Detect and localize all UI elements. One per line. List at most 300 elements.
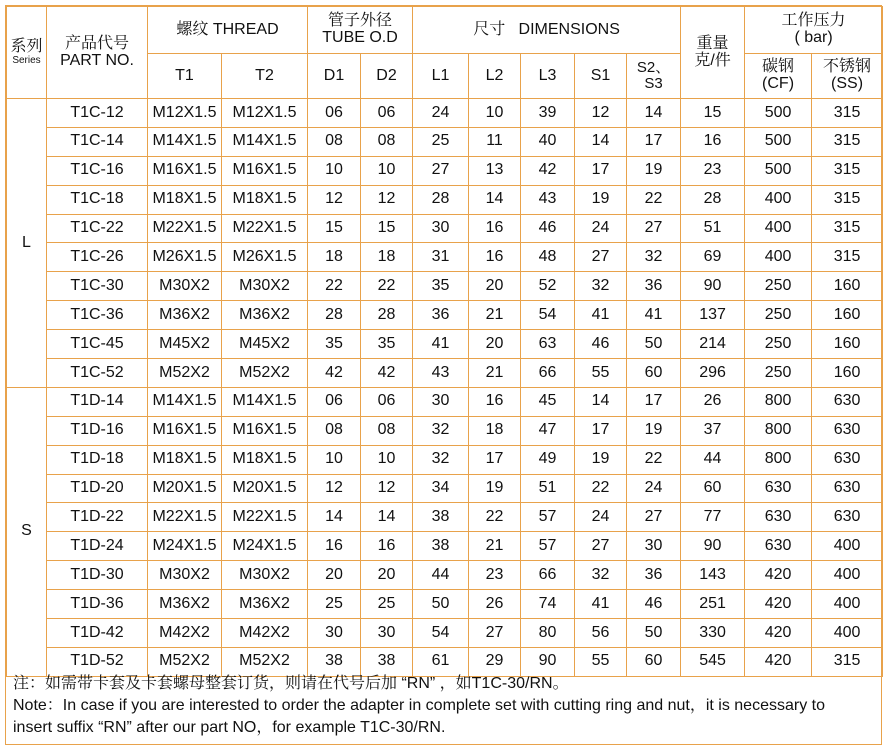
col-stainless-steel	[812, 54, 883, 99]
table-cell: M42X2	[222, 619, 308, 648]
table-cell: 12	[575, 99, 627, 128]
table-row	[7, 127, 883, 156]
table-row	[7, 185, 883, 214]
table-cell: 250	[745, 359, 812, 388]
table-cell: 500	[745, 99, 812, 128]
table-cell: M36X2	[148, 301, 222, 330]
table-cell: 28	[681, 185, 745, 214]
col-s2-label: S2、	[636, 59, 671, 77]
table-cell: 14	[575, 387, 627, 416]
tube-od-header-cn: 管子外径	[328, 12, 393, 30]
pressure-header-l2: ( bar)	[794, 29, 833, 46]
table-cell: 25	[413, 127, 469, 156]
table-cell: 42	[521, 156, 575, 185]
table-cell: 16	[469, 387, 521, 416]
table-cell: T1C-22	[47, 214, 148, 243]
table-cell: 36	[627, 561, 681, 590]
table-cell: 55	[575, 647, 627, 676]
table-cell: 630	[745, 474, 812, 503]
table-cell: 61	[413, 647, 469, 676]
table-row	[7, 474, 883, 503]
table-cell: 16	[681, 127, 745, 156]
table-cell: 19	[627, 416, 681, 445]
table-cell: M52X2	[222, 359, 308, 388]
table-cell: 38	[413, 532, 469, 561]
table-cell: M24X1.5	[148, 532, 222, 561]
table-cell: 08	[308, 127, 361, 156]
table-cell: M18X1.5	[148, 445, 222, 474]
table-cell: 630	[812, 387, 883, 416]
table-row	[7, 359, 883, 388]
table-cell: 14	[308, 503, 361, 532]
table-cell: 49	[521, 445, 575, 474]
table-cell: 22	[361, 272, 413, 301]
table-cell: T1C-30	[47, 272, 148, 301]
table-cell: 315	[812, 127, 883, 156]
table-cell: 50	[627, 330, 681, 359]
table-cell: 38	[413, 503, 469, 532]
footnote-en-line2: insert suffix “RN” after our part NO，for example T1C-30/RN.	[13, 719, 446, 736]
table-cell: 23	[469, 561, 521, 590]
table-cell: 315	[812, 647, 883, 676]
table-cell: 25	[361, 590, 413, 619]
table-cell: 42	[308, 359, 361, 388]
spec-sheet	[5, 5, 882, 745]
col-s2-s3	[627, 54, 681, 99]
table-cell: M14X1.5	[148, 387, 222, 416]
table-cell: 46	[521, 214, 575, 243]
table-cell: M18X1.5	[222, 445, 308, 474]
table-cell: 27	[413, 156, 469, 185]
table-cell: M52X2	[148, 647, 222, 676]
series-header-cn: 系列	[10, 37, 43, 55]
table-cell: 16	[308, 532, 361, 561]
col-stainless-steel-cn: 不锈钢	[823, 58, 872, 76]
table-cell: 41	[413, 330, 469, 359]
table-cell: 30	[361, 619, 413, 648]
table-cell: 420	[745, 590, 812, 619]
table-cell: 17	[575, 156, 627, 185]
table-cell: 17	[469, 445, 521, 474]
table-cell: 32	[627, 243, 681, 272]
col-carbon-steel-en: (CF)	[762, 75, 795, 92]
table-cell: 250	[745, 301, 812, 330]
table-cell: T1C-26	[47, 243, 148, 272]
table-cell: 630	[745, 532, 812, 561]
table-cell: 06	[308, 99, 361, 128]
table-cell: 315	[812, 243, 883, 272]
table-cell: 14	[627, 99, 681, 128]
table-cell: 16	[469, 243, 521, 272]
table-cell: 77	[681, 503, 745, 532]
table-cell: 32	[413, 416, 469, 445]
table-cell: M45X2	[222, 330, 308, 359]
table-cell: M36X2	[148, 590, 222, 619]
table-cell: 20	[469, 272, 521, 301]
col-s1: S1	[575, 54, 627, 99]
table-cell: M18X1.5	[148, 185, 222, 214]
table-cell: M52X2	[222, 647, 308, 676]
table-cell: 24	[413, 99, 469, 128]
col-carbon-steel	[745, 54, 812, 99]
table-cell: 38	[361, 647, 413, 676]
table-cell: 160	[812, 330, 883, 359]
col-l3: L3	[521, 54, 575, 99]
table-cell: T1C-16	[47, 156, 148, 185]
table-cell: 66	[521, 561, 575, 590]
table-cell: 56	[575, 619, 627, 648]
table-cell: M22X1.5	[148, 214, 222, 243]
table-cell: 54	[521, 301, 575, 330]
table-cell: 31	[413, 243, 469, 272]
table-cell: 30	[413, 214, 469, 243]
table-cell: 17	[627, 387, 681, 416]
table-cell: 46	[627, 590, 681, 619]
table-cell: T1C-14	[47, 127, 148, 156]
table-cell: 250	[745, 330, 812, 359]
table-cell: M14X1.5	[222, 127, 308, 156]
table-cell: 315	[812, 185, 883, 214]
table-cell: 315	[812, 156, 883, 185]
table-cell: T1D-42	[47, 619, 148, 648]
table-cell: 06	[361, 99, 413, 128]
table-row	[7, 561, 883, 590]
table-cell: M30X2	[222, 272, 308, 301]
table-cell: 51	[521, 474, 575, 503]
table-cell: 30	[413, 387, 469, 416]
table-cell: 250	[745, 272, 812, 301]
tube-od-header	[308, 7, 413, 54]
table-cell: 50	[627, 619, 681, 648]
table-cell: 19	[469, 474, 521, 503]
table-row	[7, 156, 883, 185]
table-cell: 90	[681, 532, 745, 561]
table-cell: T1C-36	[47, 301, 148, 330]
spec-table	[6, 6, 883, 677]
table-cell: 44	[413, 561, 469, 590]
footnote-cn: 注：如需带卡套及卡套螺母整套订货，则请在代号后加 “RN” ，如T1C-30/RN。	[13, 675, 569, 692]
table-cell: 21	[469, 532, 521, 561]
table-cell: 63	[521, 330, 575, 359]
table-cell: 57	[521, 532, 575, 561]
table-cell: 23	[681, 156, 745, 185]
table-cell: 214	[681, 330, 745, 359]
table-cell: 27	[575, 243, 627, 272]
table-cell: T1D-36	[47, 590, 148, 619]
table-cell: M16X1.5	[222, 156, 308, 185]
table-cell: 16	[361, 532, 413, 561]
table-cell: 10	[361, 156, 413, 185]
table-cell: T1D-16	[47, 416, 148, 445]
table-cell: 420	[745, 561, 812, 590]
table-cell: 14	[361, 503, 413, 532]
table-cell: 28	[413, 185, 469, 214]
weight-header-l1: 重量	[696, 34, 729, 52]
table-cell: 500	[745, 156, 812, 185]
table-cell: 39	[521, 99, 575, 128]
col-l2: L2	[469, 54, 521, 99]
table-cell: 400	[812, 619, 883, 648]
table-cell: 11	[469, 127, 521, 156]
table-row	[7, 416, 883, 445]
table-cell: 10	[469, 99, 521, 128]
table-cell: 90	[521, 647, 575, 676]
table-row	[7, 590, 883, 619]
table-cell: 42	[361, 359, 413, 388]
table-cell: 08	[361, 416, 413, 445]
table-cell: 35	[308, 330, 361, 359]
table-cell: M22X1.5	[222, 214, 308, 243]
table-cell: 137	[681, 301, 745, 330]
table-cell: 24	[575, 503, 627, 532]
table-cell: 54	[413, 619, 469, 648]
table-cell: 27	[627, 214, 681, 243]
table-cell: 545	[681, 647, 745, 676]
table-cell: 22	[627, 445, 681, 474]
header-row-1	[7, 7, 883, 54]
table-cell: 25	[308, 590, 361, 619]
table-cell: M22X1.5	[222, 503, 308, 532]
table-cell: 400	[812, 561, 883, 590]
table-row	[7, 445, 883, 474]
table-cell: 69	[681, 243, 745, 272]
table-cell: M20X1.5	[148, 474, 222, 503]
table-cell: 630	[745, 503, 812, 532]
table-cell: 32	[575, 561, 627, 590]
part-no-header-cn: 产品代号	[64, 34, 129, 52]
table-cell: 43	[521, 185, 575, 214]
table-cell: 21	[469, 359, 521, 388]
table-cell: T1D-30	[47, 561, 148, 590]
table-cell: 36	[627, 272, 681, 301]
table-cell: M12X1.5	[148, 99, 222, 128]
table-cell: 20	[308, 561, 361, 590]
table-cell: 24	[627, 474, 681, 503]
table-cell: M22X1.5	[148, 503, 222, 532]
table-cell: 66	[521, 359, 575, 388]
col-carbon-steel-cn: 碳钢	[762, 58, 795, 76]
table-cell: M42X2	[148, 619, 222, 648]
table-cell: 06	[361, 387, 413, 416]
table-cell: 28	[361, 301, 413, 330]
table-cell: 18	[469, 416, 521, 445]
table-cell: 800	[745, 416, 812, 445]
table-cell: 28	[308, 301, 361, 330]
table-cell: 500	[745, 127, 812, 156]
table-cell: 10	[361, 445, 413, 474]
table-cell: 55	[575, 359, 627, 388]
table-cell: 36	[413, 301, 469, 330]
table-cell: 08	[308, 416, 361, 445]
table-row	[7, 503, 883, 532]
table-cell: 160	[812, 301, 883, 330]
table-cell: 160	[812, 272, 883, 301]
table-cell: 27	[627, 503, 681, 532]
table-cell: M36X2	[222, 301, 308, 330]
table-cell: 420	[745, 647, 812, 676]
table-cell: 800	[745, 387, 812, 416]
table-cell: 51	[681, 214, 745, 243]
tube-od-header-en: TUBE O.D	[322, 29, 398, 46]
table-cell: 630	[812, 416, 883, 445]
table-cell: 48	[521, 243, 575, 272]
footnote-en-line1: Note：In case if you are interested to order the adapter in complete set with cutting ring and nut，it is necessary to	[13, 697, 825, 714]
table-cell: 45	[521, 387, 575, 416]
table-cell: T1D-18	[47, 445, 148, 474]
table-cell: M24X1.5	[222, 532, 308, 561]
table-cell: 22	[575, 474, 627, 503]
table-cell: 251	[681, 590, 745, 619]
table-cell: 32	[413, 445, 469, 474]
table-cell: 22	[627, 185, 681, 214]
table-cell: 27	[575, 532, 627, 561]
table-cell: M18X1.5	[222, 185, 308, 214]
table-cell: T1C-12	[47, 99, 148, 128]
table-row	[7, 272, 883, 301]
table-cell: 41	[575, 301, 627, 330]
table-cell: M16X1.5	[148, 156, 222, 185]
table-cell: M26X1.5	[222, 243, 308, 272]
table-cell: 800	[745, 445, 812, 474]
table-cell: M16X1.5	[148, 416, 222, 445]
table-cell: 18	[308, 243, 361, 272]
table-cell: 20	[361, 561, 413, 590]
table-cell: 22	[469, 503, 521, 532]
table-row	[7, 619, 883, 648]
table-cell: 35	[361, 330, 413, 359]
weight-header	[681, 7, 745, 99]
table-cell: 17	[575, 416, 627, 445]
table-cell: 60	[627, 647, 681, 676]
table-cell: 400	[745, 214, 812, 243]
table-row	[7, 301, 883, 330]
table-cell: 30	[627, 532, 681, 561]
table-cell: 14	[575, 127, 627, 156]
table-cell: 06	[308, 387, 361, 416]
table-cell: M30X2	[222, 561, 308, 590]
table-cell: 13	[469, 156, 521, 185]
table-row	[7, 647, 883, 676]
table-cell: 32	[575, 272, 627, 301]
table-cell: 34	[413, 474, 469, 503]
table-cell: 57	[521, 503, 575, 532]
table-cell: 15	[361, 214, 413, 243]
table-cell: M14X1.5	[222, 387, 308, 416]
table-cell: 43	[413, 359, 469, 388]
table-cell: 12	[308, 474, 361, 503]
table-cell: 47	[521, 416, 575, 445]
table-cell: 41	[627, 301, 681, 330]
table-cell: 143	[681, 561, 745, 590]
table-cell: 08	[361, 127, 413, 156]
table-row	[7, 330, 883, 359]
table-cell: M30X2	[148, 272, 222, 301]
table-cell: 74	[521, 590, 575, 619]
table-cell: M36X2	[222, 590, 308, 619]
table-cell: T1C-45	[47, 330, 148, 359]
table-cell: 50	[413, 590, 469, 619]
table-cell: T1C-52	[47, 359, 148, 388]
table-cell: 15	[681, 99, 745, 128]
table-cell: T1D-22	[47, 503, 148, 532]
table-cell: 30	[308, 619, 361, 648]
table-cell: T1D-14	[47, 387, 148, 416]
table-cell: 630	[812, 445, 883, 474]
series-cell: S	[7, 387, 47, 676]
part-no-header	[47, 7, 148, 99]
table-cell: 10	[308, 156, 361, 185]
pressure-header	[745, 7, 883, 54]
table-cell: M52X2	[148, 359, 222, 388]
series-header-en: Series	[12, 54, 41, 66]
table-cell: M45X2	[148, 330, 222, 359]
col-d1: D1	[308, 54, 361, 99]
table-cell: 15	[308, 214, 361, 243]
table-row	[7, 243, 883, 272]
table-cell: 315	[812, 214, 883, 243]
table-cell: 10	[308, 445, 361, 474]
table-cell: T1D-52	[47, 647, 148, 676]
col-s3-label: S3	[644, 75, 663, 92]
series-header	[7, 7, 47, 99]
table-cell: 29	[469, 647, 521, 676]
table-cell: 12	[361, 185, 413, 214]
table-cell: 160	[812, 359, 883, 388]
table-cell: 26	[469, 590, 521, 619]
table-cell: 296	[681, 359, 745, 388]
col-t2: T2	[222, 54, 308, 99]
table-cell: 420	[745, 619, 812, 648]
table-cell: M30X2	[148, 561, 222, 590]
table-cell: 90	[681, 272, 745, 301]
table-cell: 24	[575, 214, 627, 243]
table-cell: 630	[812, 474, 883, 503]
series-cell: L	[7, 99, 47, 388]
col-t1: T1	[148, 54, 222, 99]
table-cell: 60	[681, 474, 745, 503]
table-cell: 19	[575, 445, 627, 474]
thread-header: 螺纹 THREAD	[148, 7, 308, 54]
table-cell: 16	[469, 214, 521, 243]
col-stainless-steel-en: (SS)	[831, 75, 864, 92]
table-row	[7, 99, 883, 128]
table-cell: 20	[469, 330, 521, 359]
table-cell: 60	[627, 359, 681, 388]
table-cell: T1D-24	[47, 532, 148, 561]
table-cell: 400	[745, 243, 812, 272]
table-row	[7, 532, 883, 561]
table-row	[7, 387, 883, 416]
table-cell: 80	[521, 619, 575, 648]
table-row	[7, 214, 883, 243]
table-cell: 46	[575, 330, 627, 359]
table-cell: M16X1.5	[222, 416, 308, 445]
table-cell: 18	[361, 243, 413, 272]
table-cell: 40	[521, 127, 575, 156]
table-cell: 17	[627, 127, 681, 156]
table-cell: 38	[308, 647, 361, 676]
dimensions-header: 尺寸 DIMENSIONS	[413, 7, 681, 54]
table-cell: 14	[469, 185, 521, 214]
table-cell: M20X1.5	[222, 474, 308, 503]
table-cell: 27	[469, 619, 521, 648]
pressure-header-l1: 工作压力	[781, 12, 846, 30]
table-cell: 12	[308, 185, 361, 214]
weight-header-l2: 克/件	[694, 51, 731, 69]
table-cell: 315	[812, 99, 883, 128]
table-cell: 22	[308, 272, 361, 301]
table-cell: M12X1.5	[222, 99, 308, 128]
